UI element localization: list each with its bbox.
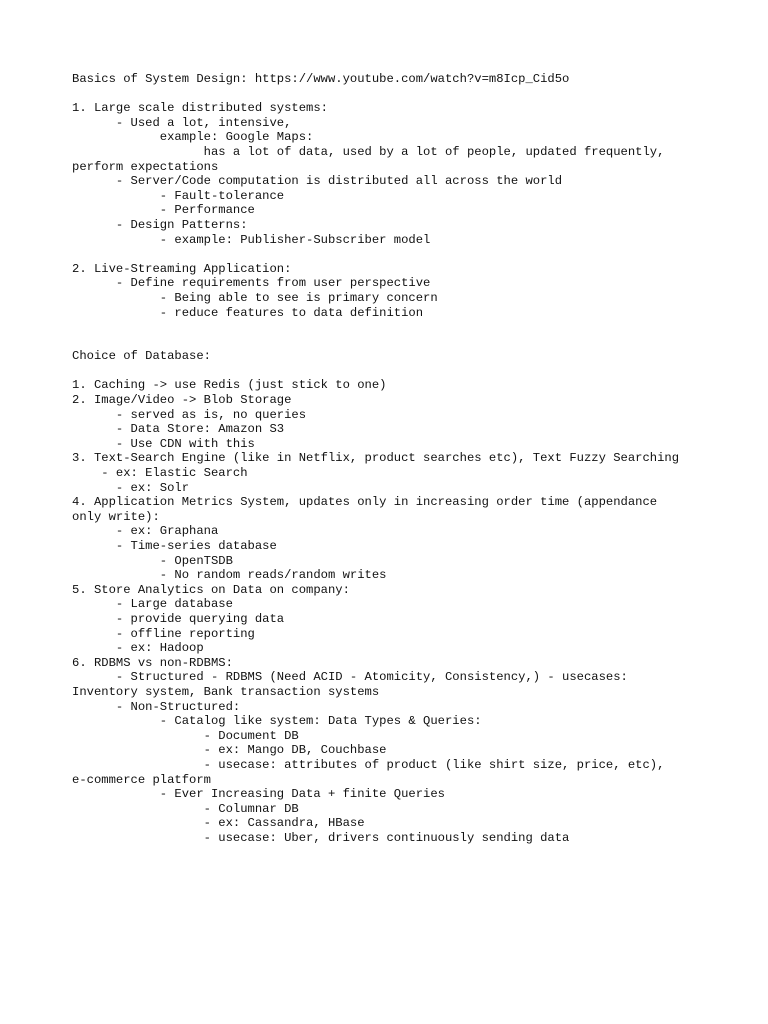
doc-line: 3. Text-Search Engine (like in Netflix, product searches etc), Text Fuzzy Searching bbox=[72, 451, 680, 466]
doc-line: Choice of Database: bbox=[72, 349, 211, 364]
doc-line: 5. Store Analytics on Data on company: bbox=[72, 582, 350, 597]
doc-line: only write): bbox=[72, 509, 160, 524]
doc-line: Inventory system, Bank transaction systems bbox=[72, 684, 380, 699]
doc-line: - Server/Code computation is distributed all across the world bbox=[72, 174, 563, 189]
document-body bbox=[72, 72, 732, 845]
doc-line: 2. Image/Video -> Blob Storage bbox=[72, 393, 292, 408]
doc-line: e-commerce platform bbox=[72, 772, 211, 787]
doc-line: 1. Large scale distributed systems: bbox=[72, 101, 328, 116]
doc-line bbox=[72, 320, 732, 335]
doc-line: - Use CDN with this bbox=[72, 436, 255, 451]
doc-line: - Columnar DB bbox=[72, 801, 299, 816]
doc-line: - Catalog like system: Data Types & Queries: bbox=[72, 714, 482, 729]
doc-line: - reduce features to data definition bbox=[72, 305, 424, 320]
doc-line: - Performance bbox=[72, 203, 255, 218]
doc-line: - Ever Increasing Data + finite Queries bbox=[72, 787, 445, 802]
doc-line: - ex: Graphana bbox=[72, 524, 219, 539]
doc-line: 2. Live-Streaming Application: bbox=[72, 261, 292, 276]
doc-line: - served as is, no queries bbox=[72, 407, 307, 422]
doc-line: - Large database bbox=[72, 597, 233, 612]
doc-line: - Document DB bbox=[72, 728, 299, 743]
doc-line: - ex: Hadoop bbox=[72, 641, 204, 656]
doc-line: 1. Caching -> use Redis (just stick to one) bbox=[72, 378, 387, 393]
doc-line: - ex: Mango DB, Couchbase bbox=[72, 743, 387, 758]
doc-line: - Fault-tolerance bbox=[72, 188, 285, 203]
doc-line: - ex: Solr bbox=[72, 480, 190, 495]
doc-line: 6. RDBMS vs non-RDBMS: bbox=[72, 655, 233, 670]
doc-line: - No random reads/random writes bbox=[72, 568, 387, 583]
doc-line: 4. Application Metrics System, updates only in increasing order time (appendance bbox=[72, 495, 658, 510]
doc-line: - OpenTSDB bbox=[72, 553, 233, 568]
doc-line: Basics of System Design: https://www.youtube.com/watch?v=m8Icp_Cid5o bbox=[72, 72, 570, 86]
doc-line: perform expectations bbox=[72, 159, 219, 174]
doc-line: example: Google Maps: bbox=[72, 130, 314, 145]
doc-line: - usecase: attributes of product (like shirt size, price, etc), bbox=[72, 757, 665, 772]
doc-line: - offline reporting bbox=[72, 626, 255, 641]
doc-line bbox=[72, 364, 732, 379]
doc-line: - Data Store: Amazon S3 bbox=[72, 422, 285, 437]
doc-line: - ex: Elastic Search bbox=[72, 466, 248, 481]
doc-line bbox=[72, 247, 732, 262]
doc-line: - provide querying data bbox=[72, 611, 285, 626]
doc-line: - Non-Structured: bbox=[72, 699, 241, 714]
doc-line: - Time-series database bbox=[72, 539, 277, 553]
doc-line bbox=[72, 87, 732, 102]
doc-line bbox=[72, 335, 732, 350]
doc-line: has a lot of data, used by a lot of people, updated frequently, bbox=[72, 144, 665, 159]
doc-line: - Define requirements from user perspective bbox=[72, 276, 431, 291]
doc-line: - ex: Cassandra, HBase bbox=[72, 816, 365, 831]
doc-line: - Design Patterns: bbox=[72, 217, 248, 232]
doc-line: - example: Publisher-Subscriber model bbox=[72, 232, 431, 247]
doc-line: - Structured - RDBMS (Need ACID - Atomicity, Consistency,) - usecases: bbox=[72, 670, 628, 685]
doc-line: - Being able to see is primary concern bbox=[72, 290, 438, 305]
doc-line: - usecase: Uber, drivers continuously sending data bbox=[72, 830, 570, 845]
doc-line: - Used a lot, intensive, bbox=[72, 115, 292, 130]
